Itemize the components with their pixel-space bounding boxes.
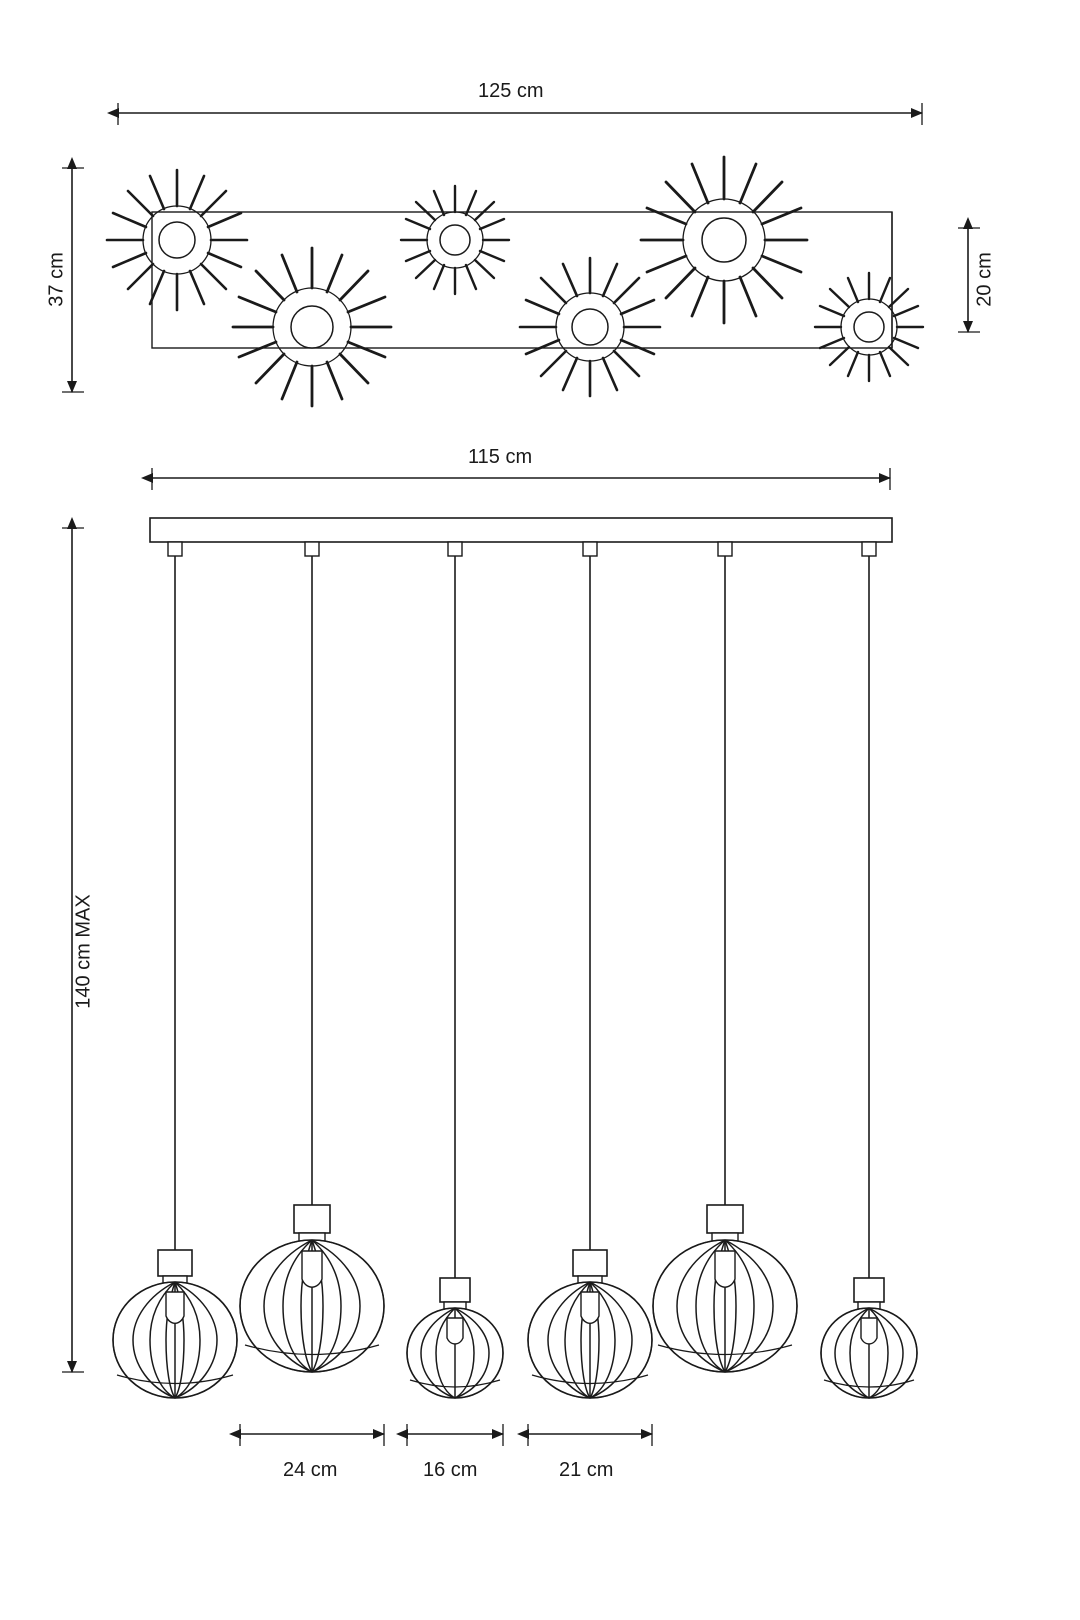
dimension-24cm bbox=[240, 1424, 384, 1446]
label-20cm: 20 cm bbox=[973, 252, 996, 307]
pendant-5 bbox=[653, 1205, 797, 1372]
top-view-group bbox=[62, 103, 980, 406]
label-24cm: 24 cm bbox=[283, 1459, 338, 1481]
bulb-6 bbox=[861, 1318, 877, 1344]
shade-plan-4 bbox=[520, 258, 660, 396]
dimension-115cm bbox=[152, 468, 890, 490]
bulb-4 bbox=[581, 1292, 599, 1323]
shade-plan-3 bbox=[401, 186, 509, 294]
dimension-21cm bbox=[528, 1424, 652, 1446]
dimension-125cm bbox=[118, 103, 922, 125]
pendant-1 bbox=[113, 1250, 237, 1398]
pendant-6 bbox=[821, 1278, 917, 1398]
dimension-16cm bbox=[407, 1424, 503, 1446]
front-view-group bbox=[62, 468, 917, 1446]
bulb-2 bbox=[302, 1251, 322, 1287]
pendant-2 bbox=[240, 1205, 384, 1372]
pendant-3 bbox=[407, 1278, 503, 1398]
label-125cm: 125 cm bbox=[478, 80, 544, 102]
pendant-4 bbox=[528, 1250, 652, 1398]
bulb-3 bbox=[447, 1318, 463, 1344]
bulb-1 bbox=[166, 1292, 184, 1323]
label-21cm: 21 cm bbox=[559, 1459, 614, 1481]
shade-plan-2 bbox=[233, 248, 391, 406]
label-16cm: 16 cm bbox=[423, 1459, 478, 1481]
shade-plan-1 bbox=[107, 170, 247, 310]
label-115cm: 115 cm bbox=[468, 446, 533, 468]
shade-plan-6 bbox=[815, 273, 923, 381]
label-140cm-max: 140 cm MAX bbox=[72, 894, 95, 1009]
ceiling-bar bbox=[150, 518, 892, 542]
bulb-5 bbox=[715, 1251, 735, 1287]
suspension-cords bbox=[168, 542, 876, 1278]
shade-plan-5 bbox=[641, 157, 807, 323]
label-37cm: 37 cm bbox=[45, 252, 68, 307]
